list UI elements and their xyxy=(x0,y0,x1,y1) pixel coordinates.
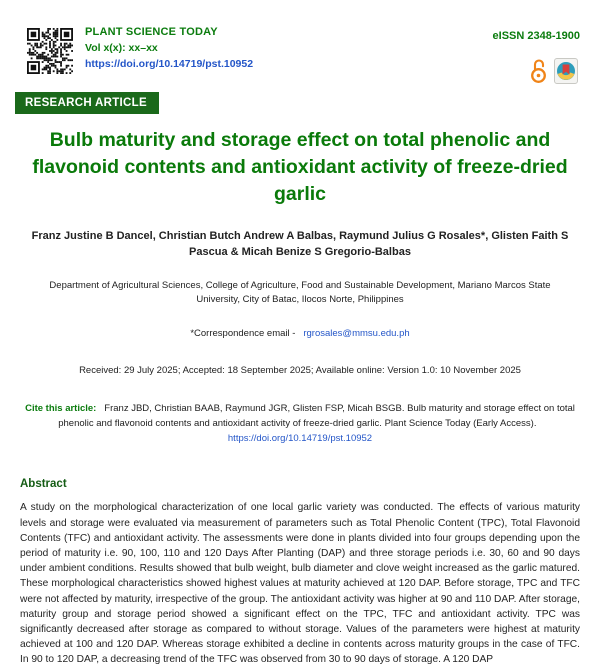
journal-info xyxy=(85,26,493,70)
crossmark-badge-icon[interactable] xyxy=(554,58,578,84)
access-icons xyxy=(530,58,578,84)
dates-line: Received: 29 July 2025; Accepted: 18 September 2025; Available online: Version 1.0: 10 November 2025 xyxy=(79,365,521,377)
doi-link[interactable]: https://doi.org/10.14719/pst.10952 xyxy=(85,58,254,70)
journal-header xyxy=(20,26,580,84)
correspondence-email-link[interactable]: rgrosales@mmsu.edu.ph xyxy=(303,328,410,340)
cite-doi-link[interactable]: https://doi.org/10.14719/pst.10952 xyxy=(227,432,373,444)
cite-label: Cite this article: xyxy=(25,403,97,415)
citation-block xyxy=(20,402,580,446)
abstract-heading: Abstract xyxy=(20,478,67,491)
header-right xyxy=(493,30,580,84)
eissn-label: eISSN 2348-1900 xyxy=(492,30,580,42)
correspondence-label: *Correspondence email - xyxy=(190,328,296,340)
author-list: Franz Justine B Dancel, Christian Butch Andrew A Balbas, Raymund Julius G Rosales*, Glisten Faith S Pascua & Micah Benize S Gregorio-Balbas xyxy=(31,229,569,259)
cite-text: Franz JBD, Christian BAAB, Raymund JGR, Glisten FSP, Micah BSGB. Bulb maturity and storage effect on total phenolic and flavonoid contents and antioxidant activity of freeze-dried garlic. Plant Science Today (Early Access). xyxy=(58,403,575,429)
abstract-text: A study on the morphological characterization of one local garlic variety was conducted. The effects of various maturity levels and storage were evaluated via measurement of parameters such as Total Phenolic Content (TPC), Total Flavonoid Contents (TFC) and antioxidant activity. The assessments were done in plants divided into four groups depending upon the period of maturity i.e. 90, 100, 110 and 120 Days After Planting (DAP) and three storage periods i.e. 30, 60 and 90 days under ambient conditions. Results showed that bulb weight, bulb diameter and clove weight increased as the garlic matured. These morphological characteristics showed highest values at maturity achieved at 120 DAP. Before storage, TPC and TFC were not affected by maturity, irrespective of the group. The antioxidant activity was higher at 90 and 110 DAP. After storage, maturity group and storage period showed a significant effect on the TPC, TFC and antioxidant activity. TPC was significantly decreased after storage as compared to without storage. Values of the parameters were highest at maturity achieved at 100 and 120 DAP. Whereas storage exhibited a decline in contents across maturity groups in the case of TFC. In 90 to 120 DAP, a decreasing trend of the TFC was observed from 30 to 90 days of storage. A 120 DAP xyxy=(20,502,580,666)
volume-issue: Vol x(x): xx–xx xyxy=(85,42,158,54)
qr-code-icon xyxy=(27,26,73,76)
correspondence-line xyxy=(20,328,580,339)
affiliation: Department of Agricultural Sciences, College of Agriculture, Food and Sustainable Development, Mariano Marcos State University, City of Batac, Ilocos Norte, Philippines xyxy=(49,279,551,306)
article-title: Bulb maturity and storage effect on total phenolic and flavonoid contents and antioxidant activity of freeze-dried garlic xyxy=(32,129,568,205)
article-type-badge: RESEARCH ARTICLE xyxy=(15,92,159,114)
open-access-lock-icon xyxy=(530,58,547,84)
journal-name: PLANT SCIENCE TODAY xyxy=(85,26,218,38)
